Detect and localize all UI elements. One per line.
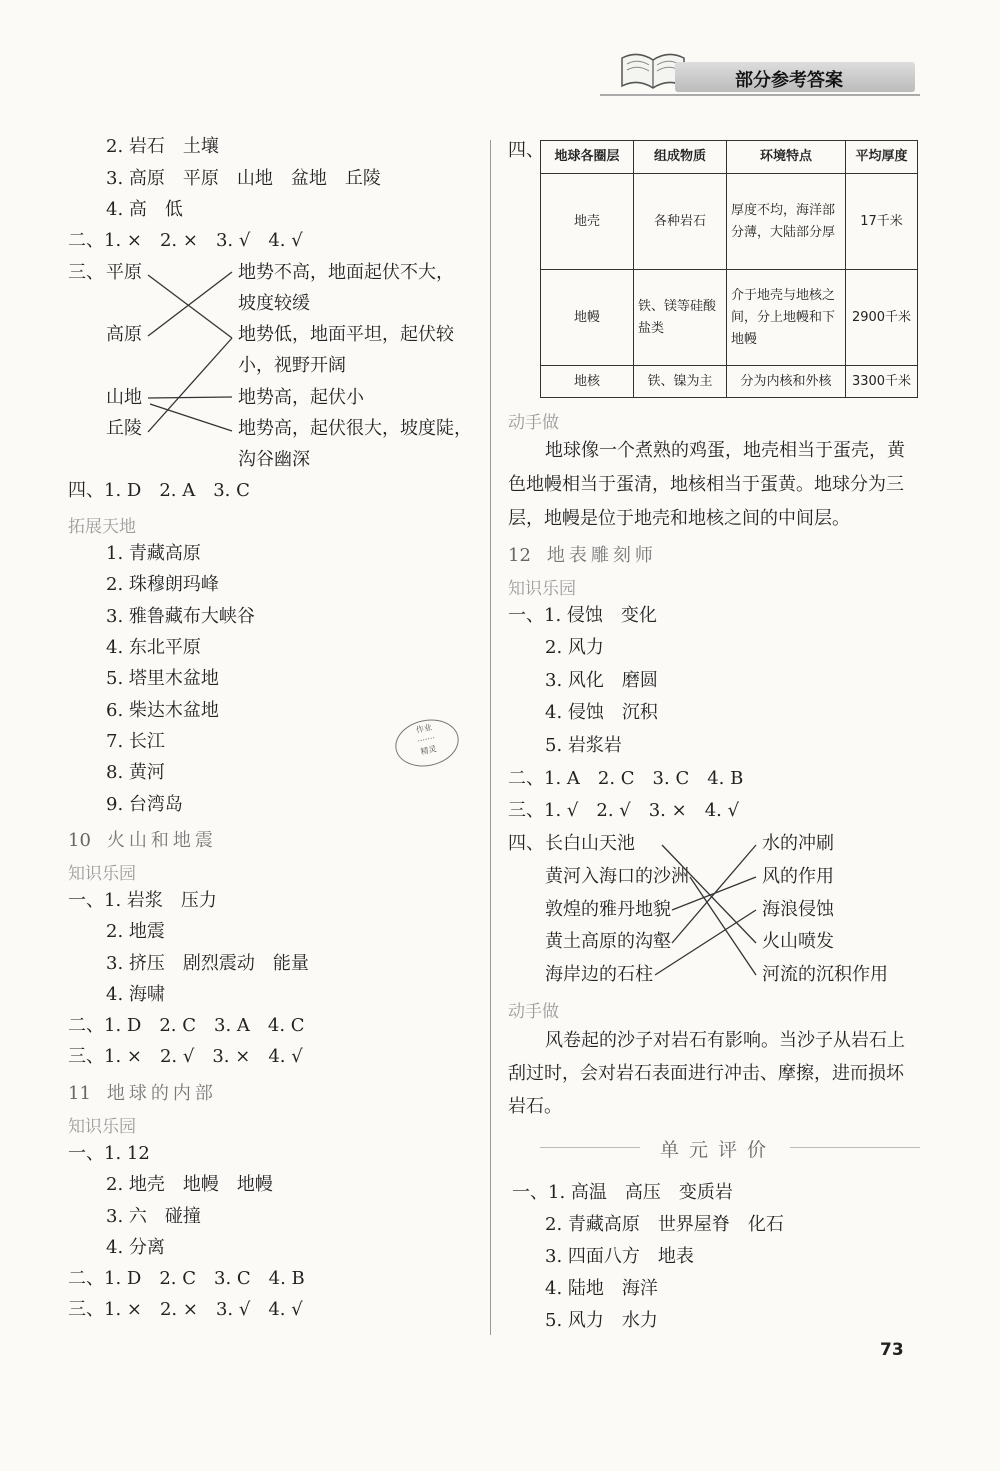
match-line (662, 845, 756, 943)
answer-line: 5. 风力 水力 (545, 1310, 658, 1331)
table-prefix: 四、 (508, 140, 544, 161)
match-line (148, 338, 232, 432)
answer-line: 四、1. D 2. A 3. C (68, 480, 250, 501)
match-left-item: 丘陵 (106, 418, 142, 439)
match-right-item: 海浪侵蚀 (762, 899, 834, 920)
list-item: 9. 台湾岛 (106, 794, 183, 815)
match-left-item: 海岸边的石柱 (545, 964, 653, 985)
list-item: 8. 黄河 (106, 762, 165, 783)
answer-line: 2. 岩石 土壤 (106, 136, 219, 157)
header-title: 部分参考答案 (735, 70, 843, 91)
match-right-item: 火山喷发 (762, 931, 834, 952)
match-right-item: 沟谷幽深 (238, 449, 310, 470)
match-left-item: 高原 (106, 324, 142, 345)
answer-line: 3. 六 碰撞 (106, 1206, 201, 1227)
answer-line: 二、1. D 2. C 3. C 4. B (68, 1268, 305, 1289)
section-label: 动手做 (508, 413, 559, 433)
match-right-item: 小，视野开阔 (238, 355, 346, 376)
match-right-item: 地势高，起伏很大，坡度陡， (238, 418, 472, 439)
match-line (148, 272, 232, 336)
match-right-item: 地势高，起伏小 (238, 387, 364, 408)
answer-line: 一、1. 12 (68, 1143, 150, 1164)
answer-line: 一、1. 高温 高压 变质岩 (512, 1182, 733, 1203)
match-line (150, 404, 232, 431)
table-cell: 17千米 (846, 174, 918, 270)
answer-line: 三、1. × 2. √ 3. × 4. √ (68, 1046, 303, 1067)
stamp-mark: 作业 ······· 精灵 (391, 714, 463, 772)
page-number: 73 (880, 1340, 904, 1360)
answer-line: 4. 陆地 海洋 (545, 1278, 658, 1299)
list-item: 5. 塔里木盆地 (106, 668, 219, 689)
answer-line: 4. 分离 (106, 1237, 165, 1258)
match-left-item: 长白山天池 (545, 833, 635, 854)
answer-line: 二、1. × 2. × 3. √ 4. √ (68, 230, 303, 251)
answer-line: 2. 青藏高原 世界屋脊 化石 (545, 1214, 784, 1235)
match-left-item: 山地 (106, 387, 142, 408)
section-label: 动手做 (508, 1002, 559, 1022)
table-header-cell: 组成物质 (634, 141, 727, 174)
answer-line: 二、1. D 2. C 3. A 4. C (68, 1015, 305, 1036)
list-item: 1. 青藏高原 (106, 543, 201, 564)
table-cell: 厚度不均，海洋部分薄，大陆部分厚 (727, 174, 846, 270)
answer-line: 5. 岩浆岩 (545, 735, 622, 756)
answer-line: 一、1. 侵蚀 变化 (508, 605, 657, 626)
table-cell: 2900千米 (846, 270, 918, 366)
answer-line: 4. 海啸 (106, 984, 165, 1005)
match-left-item: 平原 (106, 262, 142, 283)
paragraph-line: 地球像一个煮熟的鸡蛋，地壳相当于蛋壳，黄 (545, 440, 905, 461)
list-item: 2. 珠穆朗玛峰 (106, 574, 219, 595)
answer-line: 4. 高 低 (106, 199, 183, 220)
chapter-title: 地表雕刻师 (546, 545, 657, 566)
match-right-item: 地势低，地面平坦，起伏较 (238, 324, 454, 345)
match-line (672, 845, 756, 943)
match-prefix: 四、 (508, 833, 544, 854)
section-label: 拓展天地 (68, 517, 136, 537)
chapter-title: 火山和地震 (106, 830, 217, 851)
match-line (148, 397, 232, 398)
answer-line: 3. 高原 平原 山地 盆地 丘陵 (106, 168, 381, 189)
table-cell: 地核 (541, 366, 634, 398)
table-cell: 铁、镁等硅酸盐类 (634, 270, 727, 366)
match-line (655, 910, 756, 975)
table-cell: 3300千米 (846, 366, 918, 398)
chapter-title: 地球的内部 (106, 1083, 217, 1104)
chapter-number: 11 (68, 1083, 91, 1104)
table-header-cell: 平均厚度 (846, 141, 918, 174)
answer-line: 一、1. 岩浆 压力 (68, 890, 217, 911)
table-cell: 分为内核和外核 (727, 366, 846, 398)
section-label: 知识乐园 (508, 579, 576, 599)
list-item: 7. 长江 (106, 731, 165, 752)
answer-line: 2. 地震 (106, 921, 165, 942)
match-left-item: 黄土高原的沟壑 (545, 931, 671, 952)
section-label: 知识乐园 (68, 864, 136, 884)
table-cell: 地幔 (541, 270, 634, 366)
match-right-item: 地势不高，地面起伏不大， (238, 262, 454, 283)
list-item: 4. 东北平原 (106, 637, 201, 658)
match-right-item: 坡度较缓 (238, 293, 310, 314)
answer-line: 2. 地壳 地幔 地幔 (106, 1174, 273, 1195)
paragraph-line: 岩石。 (508, 1096, 562, 1117)
unit-title: 单元评价 (660, 1139, 777, 1161)
paragraph-line: 刮过时，会对岩石表面进行冲击、摩擦，进而损坏 (508, 1063, 904, 1084)
match-right-item: 河流的沉积作用 (762, 964, 888, 985)
match-line (148, 275, 232, 338)
answer-line: 3. 四面八方 地表 (545, 1246, 694, 1267)
table-cell: 地壳 (541, 174, 634, 270)
table-cell: 铁、镍为主 (634, 366, 727, 398)
paragraph-line: 风卷起的沙子对岩石有影响。当沙子从岩石上 (545, 1030, 905, 1051)
paragraph-line: 层，地幔是位于地壳和地核之间的中间层。 (508, 508, 850, 529)
answer-line: 二、1. A 2. C 3. C 4. B (508, 768, 744, 789)
table-cell: 介于地壳与地核之间，分上地幔和下地幔 (727, 270, 846, 366)
match-left-item: 黄河入海口的沙洲 (545, 866, 689, 887)
answer-line: 3. 挤压 剧烈震动 能量 (106, 953, 309, 974)
match-prefix: 三、 (68, 262, 104, 283)
match-right-item: 水的冲刷 (762, 833, 834, 854)
match-line (690, 877, 756, 975)
chapter-number: 10 (68, 830, 91, 851)
chapter-number: 12 (508, 545, 531, 566)
section-label: 知识乐园 (68, 1117, 136, 1137)
list-item: 6. 柴达木盆地 (106, 700, 219, 721)
table-header-cell: 地球各圈层 (541, 141, 634, 174)
list-item: 3. 雅鲁藏布大峡谷 (106, 606, 255, 627)
paragraph-line: 色地幔相当于蛋清，地核相当于蛋黄。地球分为三 (508, 474, 904, 495)
match-right-item: 风的作用 (762, 866, 834, 887)
answer-line: 三、1. √ 2. √ 3. × 4. √ (508, 800, 740, 821)
match-left-item: 敦煌的雅丹地貌 (545, 899, 671, 920)
answer-line: 3. 风化 磨圆 (545, 670, 658, 691)
table-cell: 各种岩石 (634, 174, 727, 270)
answer-line: 三、1. × 2. × 3. √ 4. √ (68, 1299, 303, 1320)
answer-line: 4. 侵蚀 沉积 (545, 702, 658, 723)
answer-line: 2. 风力 (545, 637, 604, 658)
table-header-cell: 环境特点 (727, 141, 846, 174)
